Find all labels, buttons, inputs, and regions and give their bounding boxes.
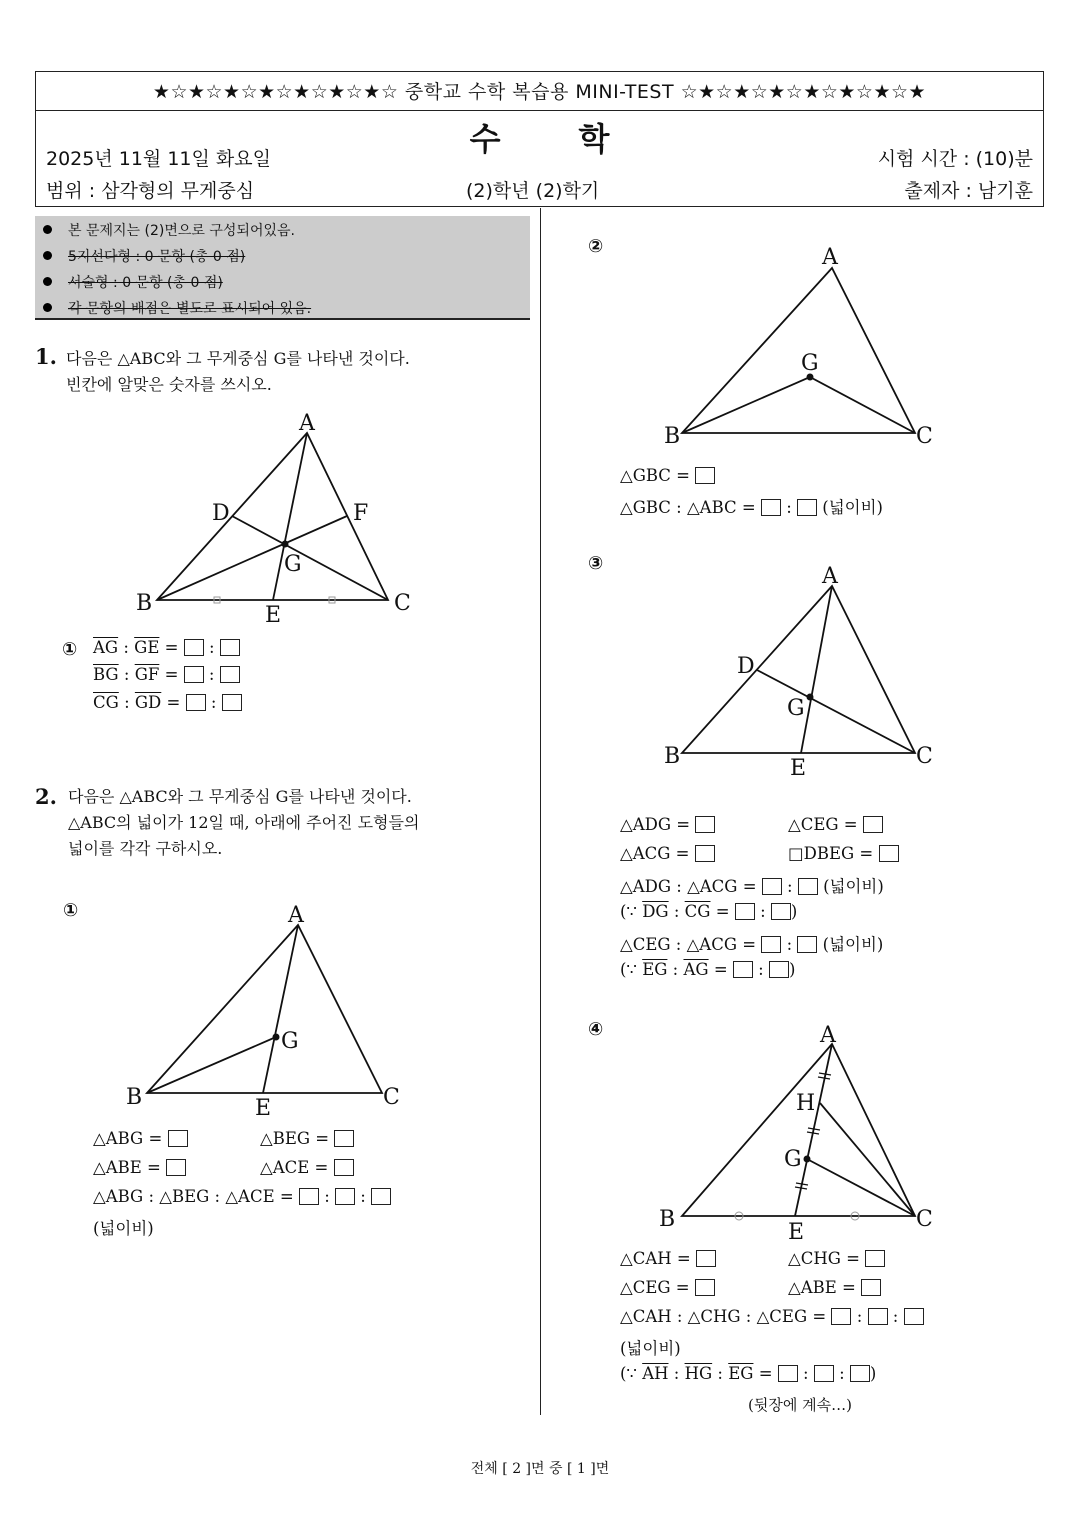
answer-box[interactable] (695, 1279, 715, 1296)
q2p4-because: (∵ $\overline{AH}$ : $\overline{HG}$ : $\overline{EG}$ = : : ) (620, 1364, 877, 1383)
answer-box[interactable] (299, 1188, 319, 1205)
q2p3-ratio-1: △ADG : △ACG = : (넓이비) (620, 877, 884, 896)
vertex-c: C (394, 591, 411, 616)
point-g: G (784, 1147, 802, 1172)
answer-box[interactable] (797, 936, 817, 953)
q2p1-ratio: △ABG : △BEG : △ACE = : : (93, 1187, 391, 1206)
answer-box[interactable] (761, 936, 781, 953)
vertex-a: A (820, 1023, 836, 1048)
answer-box[interactable] (761, 499, 781, 516)
point-g: G (281, 1029, 299, 1054)
q2-text: 다음은 △ABC와 그 무게중심 G를 나타낸 것이다. △ABC의 넓이가 12일 때, 아래에 주어진 도형들의 넓이를 각각 구하시오. (68, 787, 420, 858)
answer-box[interactable] (184, 639, 204, 656)
answer-box[interactable] (334, 1159, 354, 1176)
q2p3-row-2: △ACG = (620, 844, 715, 863)
point-e: E (255, 1096, 272, 1121)
point-g: G (284, 552, 302, 577)
q2p3-ratio-2: △CEG : △ACG = : (넓이비) (620, 935, 884, 954)
q2p1-row-2: △ABE = (93, 1158, 186, 1177)
q2p4-row-2b: △ABE = (788, 1278, 881, 1297)
triangle-abc (682, 586, 915, 753)
q2p1-row-2b: △ACE = (260, 1158, 354, 1177)
point-g: G (787, 696, 805, 721)
median-bf (157, 516, 347, 600)
vertex-a: A (822, 564, 838, 589)
answer-box[interactable] (778, 1365, 798, 1382)
centroid-point (273, 1034, 280, 1041)
header-divider (36, 110, 1043, 111)
exam-date: 2025년 11월 11일 화요일 (46, 148, 271, 170)
q2p4-note: (넓이비) (620, 1339, 681, 1358)
median-ae (263, 925, 298, 1093)
q2p2-row-1: △GBC = (620, 466, 715, 485)
bullet-icon (43, 225, 52, 234)
answer-box[interactable] (696, 1250, 716, 1267)
vertex-c: C (916, 424, 933, 449)
vertex-a: A (288, 903, 304, 928)
notice-item: 각 문항의 배점은 별도로 표시되어 있음. (43, 298, 311, 318)
author: 출제자 : 남기훈 (904, 180, 1033, 202)
time-limit: 시험 시간 : (10)분 (877, 148, 1033, 170)
column-divider (540, 208, 541, 1415)
answer-box[interactable] (371, 1188, 391, 1205)
answer-box[interactable] (335, 1188, 355, 1205)
notice-box (35, 216, 530, 320)
vertex-a: A (299, 411, 315, 436)
q2p1-note: (넓이비) (93, 1219, 154, 1238)
answer-box[interactable] (222, 694, 242, 711)
answer-box[interactable] (798, 878, 818, 895)
q1-text: 다음은 △ABC와 그 무게중심 G를 나타낸 것이다. 빈칸에 알맞은 숫자를 쓰시오. (66, 349, 410, 394)
bullet-icon (43, 303, 52, 312)
answer-box[interactable] (831, 1308, 851, 1325)
median-ae (801, 586, 832, 753)
answer-box[interactable] (771, 903, 791, 920)
q2p1-row-1: △ABG = (93, 1129, 188, 1148)
centroid-point (282, 541, 289, 548)
vertex-b: B (126, 1085, 143, 1110)
answer-box[interactable] (814, 1365, 834, 1382)
answer-box[interactable] (904, 1308, 924, 1325)
exam-range: 범위 : 삼각형의 무게중심 (46, 180, 255, 202)
q2p2-ratio: △GBC : △ABC = : (넓이비) (620, 498, 883, 517)
q2-number: 2. (35, 784, 57, 809)
triangle-abc (682, 1044, 915, 1216)
answer-box[interactable] (868, 1308, 888, 1325)
q1-row-2: $\overline{BG}$ : $\overline{GF}$ = : (93, 665, 240, 684)
notice-item: 서술형 : 0 문항 (총 0 점) (43, 272, 223, 292)
answer-box[interactable] (769, 961, 789, 978)
vertex-a: A (822, 245, 838, 270)
vertex-c: C (916, 1207, 933, 1232)
q2p1-row-1b: △BEG = (260, 1129, 354, 1148)
q2p4-row-2: △CEG = (620, 1278, 715, 1297)
q1-triangle-figure (130, 405, 430, 630)
answer-box[interactable] (186, 694, 206, 711)
q2-part2-figure (655, 240, 945, 455)
q2-part4-marker: ④ (588, 1019, 604, 1040)
q2p3-because-2: (∵ $\overline{EG}$ : $\overline{AG}$ = : ) (620, 960, 796, 979)
median-cd (757, 670, 915, 753)
q2p3-row-2b: □DBEG = (788, 844, 899, 863)
answer-box[interactable] (733, 961, 753, 978)
vertex-b: B (664, 424, 681, 449)
answer-box[interactable] (850, 1365, 870, 1382)
answer-box[interactable] (695, 845, 715, 862)
q2-part1-marker: ① (63, 900, 79, 921)
centroid-point (807, 694, 814, 701)
triangle-abc (682, 268, 915, 433)
vertex-b: B (664, 744, 681, 769)
answer-box[interactable] (166, 1159, 186, 1176)
q2-part3-figure (655, 560, 945, 785)
q2p3-because-1: (∵ $\overline{DG}$ : $\overline{CG}$ = : ) (620, 902, 798, 921)
segment-bg (682, 377, 810, 433)
q1-part-marker: ① (62, 639, 78, 660)
bullet-icon (43, 251, 52, 260)
answer-box[interactable] (184, 666, 204, 683)
triangle-abc (147, 925, 382, 1093)
segment-cg (810, 377, 915, 433)
notice-item: 5지선다형 : 0 문항 (총 0 점) (43, 246, 245, 266)
q2p3-row-1b: △CEG = (788, 815, 883, 834)
bullet-icon (43, 277, 52, 286)
vertex-c: C (916, 744, 933, 769)
answer-box[interactable] (762, 878, 782, 895)
q2-part1-figure (120, 900, 410, 1125)
answer-box[interactable] (695, 467, 715, 484)
centroid-point (804, 1156, 811, 1163)
answer-box[interactable] (861, 1279, 881, 1296)
answer-box[interactable] (879, 845, 899, 862)
answer-box[interactable] (334, 1130, 354, 1147)
vertex-b: B (136, 591, 153, 616)
q2-part2-marker: ② (588, 236, 604, 257)
point-g: G (801, 351, 819, 376)
q2p4-row-1b: △CHG = (788, 1249, 885, 1268)
vertex-c: C (383, 1085, 400, 1110)
point-e: E (265, 603, 282, 628)
q2-part3-marker: ③ (588, 553, 604, 574)
point-d: D (737, 654, 755, 679)
segment-ch (820, 1103, 915, 1216)
point-d: D (212, 501, 230, 526)
q1-number: 1. (35, 344, 57, 369)
answer-box[interactable] (220, 666, 240, 683)
answer-box[interactable] (863, 816, 883, 833)
grade-term: (2)학년 (2)학기 (466, 180, 600, 202)
exam-header (35, 71, 1044, 207)
notice-item: 본 문제지는 (2)면으로 구성되어있음. (43, 220, 295, 240)
segment-bg (147, 1037, 276, 1093)
q2-part4-figure (655, 1018, 945, 1243)
answer-box[interactable] (735, 903, 755, 920)
answer-box[interactable] (797, 499, 817, 516)
point-h: H (796, 1091, 816, 1116)
answer-box[interactable] (220, 639, 240, 656)
answer-box[interactable] (865, 1250, 885, 1267)
continued-note: (뒷장에 계속…) (748, 1396, 852, 1414)
point-f: F (353, 501, 369, 526)
q2p4-row-1: △CAH = (620, 1249, 716, 1268)
banner: ★☆★☆★☆★☆★☆★☆★☆ 중학교 수학 복습용 MINI-TEST ☆★☆★☆★☆★☆★☆★☆★ (152, 81, 927, 103)
q1-row-1: $\overline{AG}$ : $\overline{GE}$ = : (93, 638, 240, 657)
answer-box[interactable] (695, 816, 715, 833)
vertex-b: B (659, 1207, 676, 1232)
point-e: E (790, 756, 807, 781)
q1-row-3: $\overline{CG}$ : $\overline{GD}$ = : (93, 693, 242, 712)
page-footer: 전체 [ 2 ]면 중 [ 1 ]면 (470, 1461, 610, 1477)
segment-cg (807, 1159, 915, 1216)
point-e: E (788, 1220, 805, 1243)
subject-title: 수학 (469, 120, 688, 158)
median-cd (232, 516, 388, 600)
q2p4-ratio: △CAH : △CHG : △CEG = : : (620, 1307, 924, 1326)
median-ae (795, 1044, 832, 1216)
answer-box[interactable] (168, 1130, 188, 1147)
q2p3-row-1: △ADG = (620, 815, 715, 834)
